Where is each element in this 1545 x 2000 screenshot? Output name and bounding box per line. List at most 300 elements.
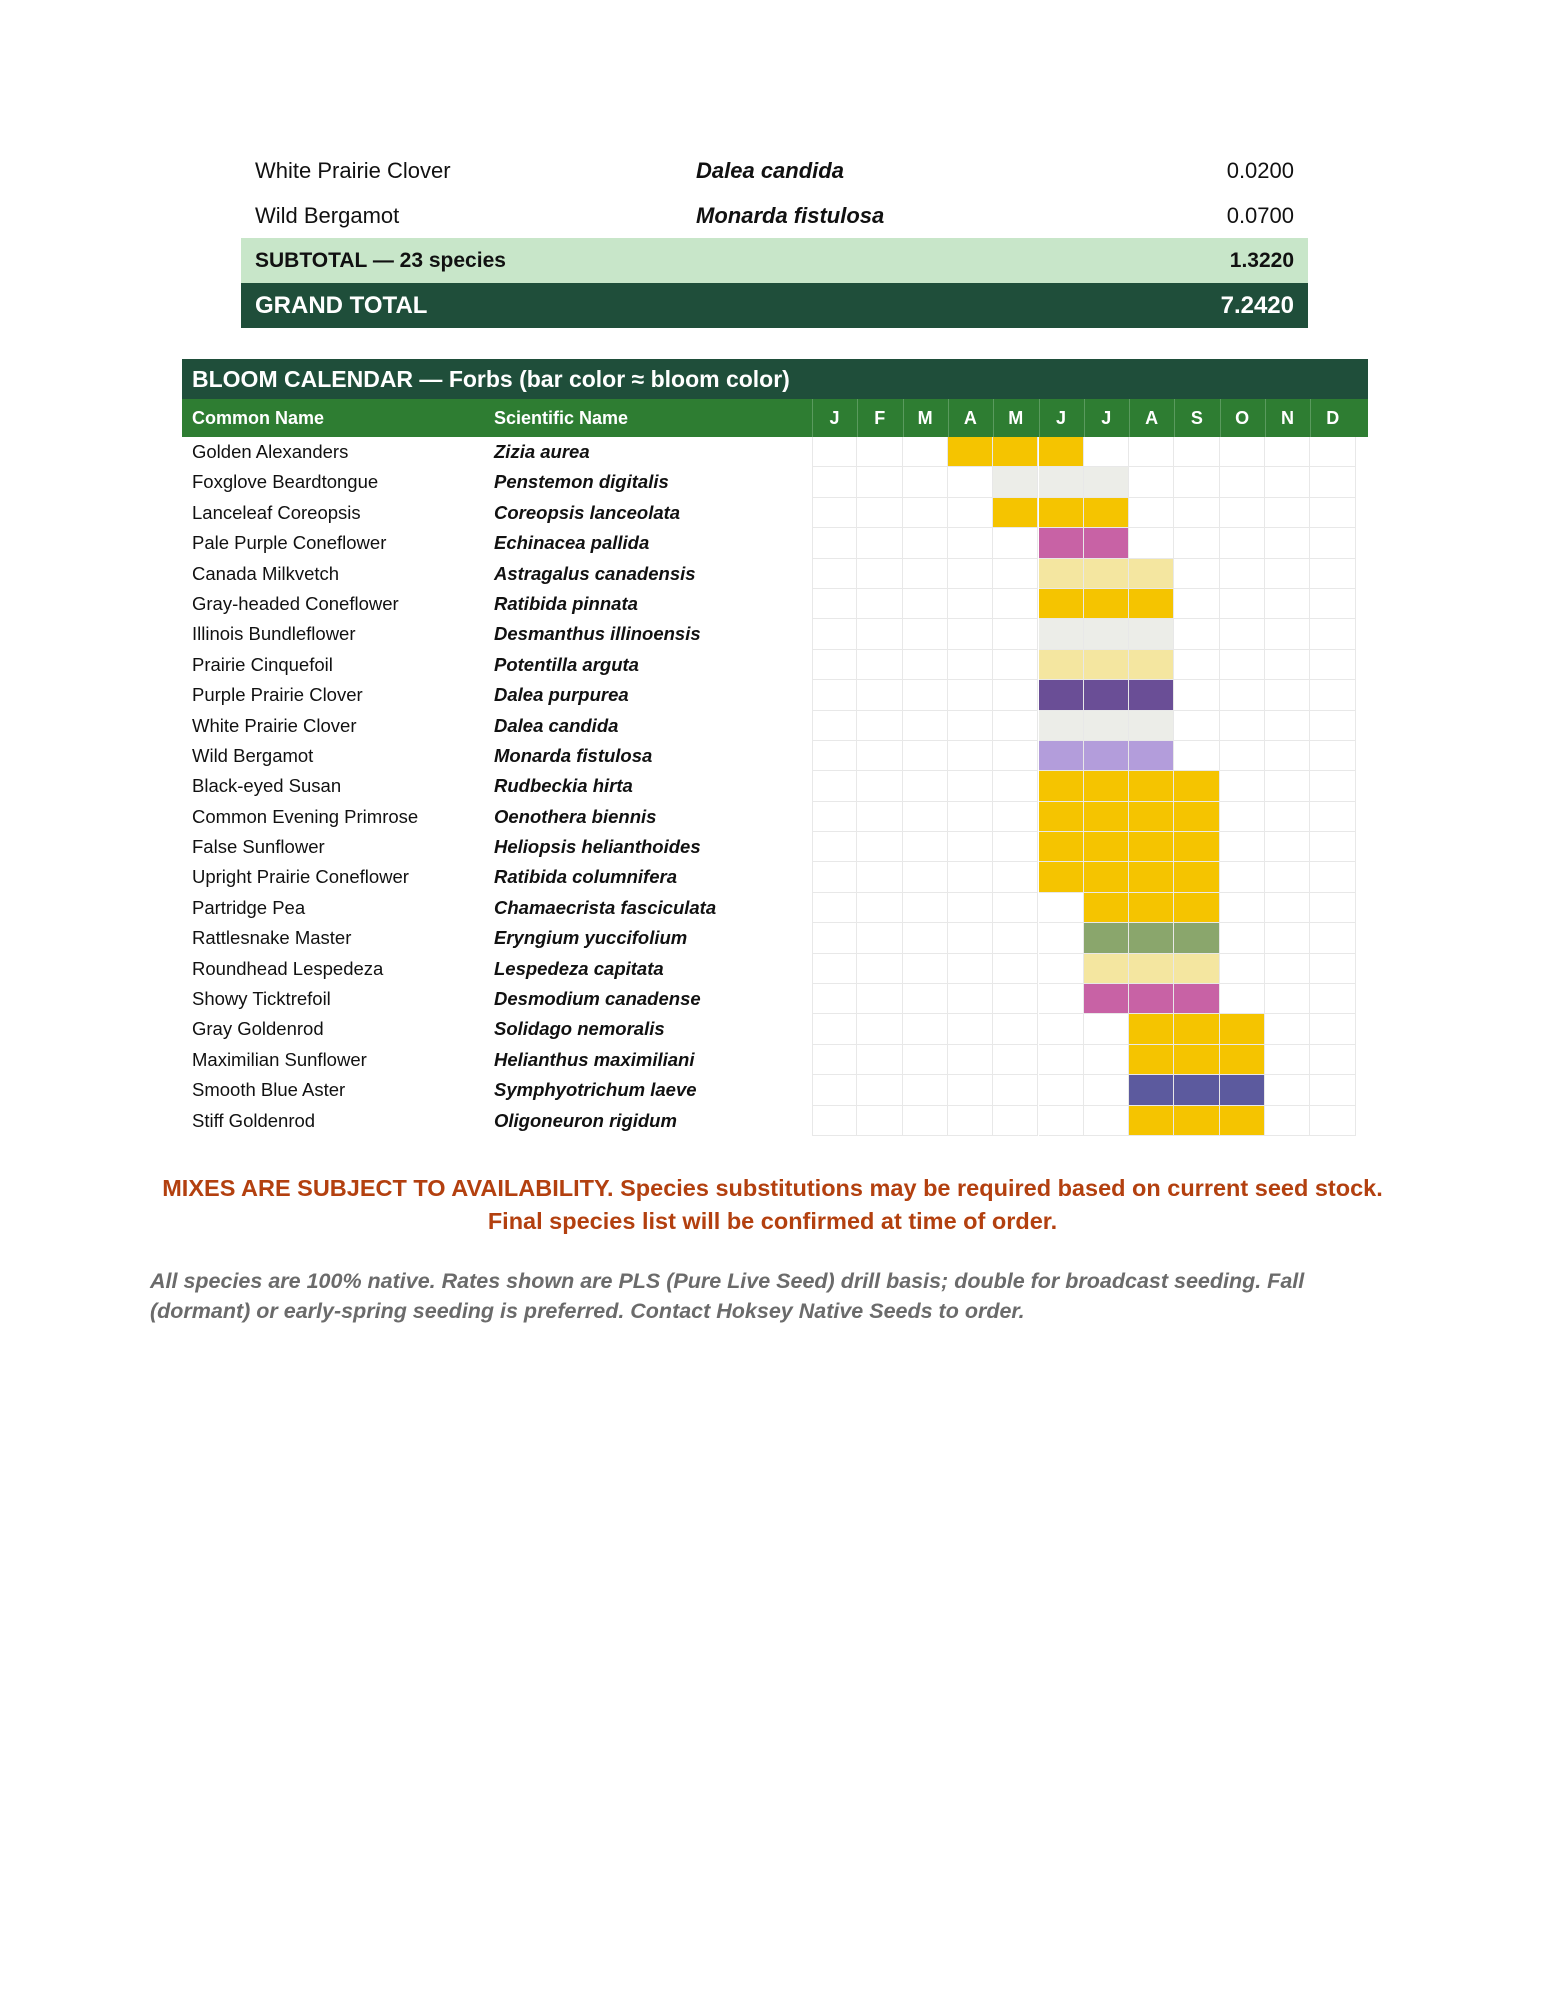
bloom-bar-cell <box>1084 862 1129 892</box>
month-cell <box>1174 619 1219 649</box>
month-cell <box>993 711 1038 741</box>
bloom-bar-cell <box>1129 893 1174 923</box>
scientific-name: Symphyotrichum laeve <box>494 1079 697 1101</box>
bloom-bar-cell <box>1129 650 1174 680</box>
month-cell <box>1220 771 1265 801</box>
scientific-name: Lespedeza capitata <box>494 957 664 979</box>
month-cell <box>1310 1106 1355 1136</box>
bloom-bar-cell <box>1129 589 1174 619</box>
scientific-name: Oligoneuron rigidum <box>494 1109 677 1131</box>
bloom-bar-cell <box>1039 437 1084 467</box>
month-cell <box>903 437 948 467</box>
scientific-name: Zizia aurea <box>494 441 590 462</box>
month-cell <box>812 711 857 741</box>
month-cell <box>812 984 857 1014</box>
bloom-bar-cell <box>993 437 1038 467</box>
month-header: J <box>1101 408 1112 428</box>
scientific-name: Oenothera biennis <box>494 805 657 827</box>
month-header: N <box>1281 408 1294 428</box>
month-cell <box>857 832 902 862</box>
bloom-bar-cell <box>1129 619 1174 649</box>
month-cell <box>1310 559 1355 589</box>
bloom-bar-cell <box>1084 589 1129 619</box>
bloom-bar-cell <box>1084 498 1129 528</box>
month-cell <box>1265 1075 1310 1105</box>
month-cell <box>1220 954 1265 984</box>
grand-total-row <box>241 283 1308 328</box>
bloom-row <box>182 1014 1368 1044</box>
month-cell <box>1220 862 1265 892</box>
availability-notice: MIXES ARE SUBJECT TO AVAILABILITY. Species substitutions may be required based on current seed stock. Final species list will be confirmed at time of order. <box>162 1175 1383 1234</box>
month-cell <box>1310 589 1355 619</box>
scientific-name: Rudbeckia hirta <box>494 775 633 797</box>
month-cell <box>857 954 902 984</box>
bloom-calendar-rows <box>182 437 1368 1136</box>
month-cell <box>857 741 902 771</box>
month-cell <box>812 954 857 984</box>
common-name: Gray-headed Coneflower <box>192 592 399 614</box>
month-cell <box>812 832 857 862</box>
subtotal-row <box>241 238 1308 283</box>
month-cell <box>948 771 993 801</box>
month-cell <box>903 559 948 589</box>
bloom-bar-cell <box>1084 650 1129 680</box>
bloom-bar-cell <box>1039 589 1084 619</box>
month-cell <box>1265 650 1310 680</box>
bloom-bar-cell <box>1174 893 1219 923</box>
month-cell <box>812 802 857 832</box>
month-cell <box>812 437 857 467</box>
month-cell <box>1265 467 1310 497</box>
bloom-bar-cell <box>1129 771 1174 801</box>
scientific-name: Desmanthus illinoensis <box>494 623 701 645</box>
column-header-common-name: Common Name <box>192 408 325 428</box>
scientific-name: Ratibida pinnata <box>494 592 638 614</box>
month-cell <box>903 893 948 923</box>
month-cell <box>1310 832 1355 862</box>
month-cell <box>1220 498 1265 528</box>
common-name: White Prairie Clover <box>255 158 451 183</box>
month-cell <box>993 832 1038 862</box>
bloom-bar-cell <box>1039 528 1084 558</box>
bloom-bar-cell <box>1174 862 1219 892</box>
month-cell <box>948 619 993 649</box>
month-cell <box>1174 498 1219 528</box>
month-cell <box>948 559 993 589</box>
month-cell <box>903 1045 948 1075</box>
common-name: Smooth Blue Aster <box>192 1079 346 1101</box>
bloom-row <box>182 650 1368 680</box>
month-cell <box>1220 711 1265 741</box>
month-cell <box>1129 467 1174 497</box>
common-name: Canada Milkvetch <box>192 562 340 584</box>
month-cell <box>1265 741 1310 771</box>
month-cell <box>993 680 1038 710</box>
month-cell <box>812 771 857 801</box>
month-cell <box>1265 862 1310 892</box>
month-cell <box>903 1106 948 1136</box>
month-cell <box>1310 528 1355 558</box>
common-name: Gray Goldenrod <box>192 1018 324 1040</box>
bloom-bar-cell <box>1220 1106 1265 1136</box>
month-cell <box>903 832 948 862</box>
month-cell <box>1265 832 1310 862</box>
month-cell <box>1039 923 1084 953</box>
month-cell <box>993 1045 1038 1075</box>
month-cell <box>857 923 902 953</box>
bloom-bar-cell <box>1084 619 1129 649</box>
subtotal-label: SUBTOTAL — 23 species <box>255 249 506 272</box>
table-row <box>241 193 1308 238</box>
month-cell <box>1129 528 1174 558</box>
bloom-bar-cell <box>1129 862 1174 892</box>
month-cell <box>857 711 902 741</box>
common-name: Common Evening Primrose <box>192 805 419 827</box>
scientific-name: Potentilla arguta <box>494 653 639 675</box>
month-cell <box>1310 1014 1355 1044</box>
month-cell <box>1220 437 1265 467</box>
month-cell <box>1310 802 1355 832</box>
month-cell <box>1220 741 1265 771</box>
bloom-row <box>182 1075 1368 1105</box>
bloom-bar-cell <box>1084 802 1129 832</box>
month-cell <box>1265 893 1310 923</box>
bloom-bar-cell <box>1220 1075 1265 1105</box>
bloom-bar-cell <box>1039 711 1084 741</box>
scientific-name: Penstemon digitalis <box>494 471 669 493</box>
bloom-bar-cell <box>1084 680 1129 710</box>
month-cell <box>857 528 902 558</box>
common-name: Wild Bergamot <box>255 203 400 228</box>
bloom-bar-cell <box>1129 984 1174 1014</box>
month-header: A <box>963 408 977 428</box>
scientific-name: Monarda fistulosa <box>696 203 885 228</box>
common-name: Foxglove Beardtongue <box>192 471 379 493</box>
month-cell <box>812 1014 857 1044</box>
month-cell <box>1310 771 1355 801</box>
bloom-calendar-title: BLOOM CALENDAR — Forbs (bar color ≈ bloom color) <box>182 359 1368 399</box>
month-cell <box>948 832 993 862</box>
bloom-bar-cell <box>1129 1106 1174 1136</box>
month-cell <box>1310 437 1355 467</box>
bloom-bar-cell <box>1174 1075 1219 1105</box>
bloom-bar-cell <box>1039 802 1084 832</box>
month-cell <box>903 1014 948 1044</box>
month-cell <box>812 559 857 589</box>
month-cell <box>1220 467 1265 497</box>
bloom-calendar-header <box>182 399 1368 437</box>
bloom-row <box>182 984 1368 1014</box>
month-cell <box>903 619 948 649</box>
month-cell <box>857 1014 902 1044</box>
month-cell <box>948 650 993 680</box>
bloom-bar-cell <box>1039 771 1084 801</box>
bloom-bar-cell <box>1220 1014 1265 1044</box>
scientific-name: Echinacea pallida <box>494 532 650 554</box>
month-cell <box>903 589 948 619</box>
month-cell <box>948 923 993 953</box>
month-cell <box>993 1014 1038 1044</box>
bloom-bar-cell <box>1084 711 1129 741</box>
bloom-bar-cell <box>1174 923 1219 953</box>
month-cell <box>812 680 857 710</box>
bloom-bar-cell <box>1039 650 1084 680</box>
bloom-bar-cell <box>1039 680 1084 710</box>
month-cell <box>1220 832 1265 862</box>
month-cell <box>903 923 948 953</box>
month-cell <box>812 467 857 497</box>
month-cell <box>812 589 857 619</box>
month-cell <box>993 862 1038 892</box>
month-cell <box>993 893 1038 923</box>
bloom-bar-cell <box>1129 741 1174 771</box>
month-cell <box>857 1045 902 1075</box>
month-cell <box>1310 680 1355 710</box>
month-cell <box>1310 862 1355 892</box>
month-cell <box>903 802 948 832</box>
bloom-bar-cell <box>1174 1106 1219 1136</box>
month-cell <box>857 1106 902 1136</box>
common-name: Wild Bergamot <box>192 744 314 766</box>
month-cell <box>1084 1014 1129 1044</box>
month-cell <box>993 619 1038 649</box>
month-cell <box>1310 893 1355 923</box>
common-name: Lanceleaf Coreopsis <box>192 501 361 523</box>
scientific-name: Heliopsis helianthoides <box>494 836 701 858</box>
month-cell <box>1174 589 1219 619</box>
month-cell <box>948 954 993 984</box>
month-cell <box>1265 589 1310 619</box>
month-header: J <box>1055 408 1066 428</box>
month-cell <box>1310 1045 1355 1075</box>
month-cell <box>948 1106 993 1136</box>
month-cell <box>812 498 857 528</box>
seeding-footnote: All species are 100% native. Rates shown are PLS (Pure Live Seed) drill basis; double for broadcast seeding. Fall (dormant) or early-spring seeding is preferred. Contact Hoksey Native Seeds to order. <box>150 1269 1305 1323</box>
bloom-bar-cell <box>1039 832 1084 862</box>
month-cell <box>1265 559 1310 589</box>
month-cell <box>812 650 857 680</box>
common-name: Black-eyed Susan <box>192 775 342 797</box>
month-cell <box>948 498 993 528</box>
bloom-bar-cell <box>1039 498 1084 528</box>
month-cell <box>993 923 1038 953</box>
month-cell <box>857 984 902 1014</box>
month-cell <box>903 528 948 558</box>
month-cell <box>993 589 1038 619</box>
bloom-row <box>182 528 1368 558</box>
scientific-name: Dalea candida <box>494 714 619 736</box>
month-cell <box>812 923 857 953</box>
scientific-name: Astragalus canadensis <box>494 562 696 584</box>
month-cell <box>903 862 948 892</box>
month-cell <box>1039 1014 1084 1044</box>
bloom-row <box>182 893 1368 923</box>
bloom-bar-cell <box>1174 1014 1219 1044</box>
bloom-bar-cell <box>1039 559 1084 589</box>
month-cell <box>1310 619 1355 649</box>
month-header: S <box>1190 408 1203 428</box>
month-cell <box>1265 498 1310 528</box>
month-cell <box>1174 437 1219 467</box>
month-cell <box>1174 559 1219 589</box>
month-cell <box>1265 528 1310 558</box>
month-cell <box>903 954 948 984</box>
bloom-bar-cell <box>1084 984 1129 1014</box>
common-name: Rattlesnake Master <box>192 927 352 949</box>
bloom-row <box>182 437 1368 467</box>
month-cell <box>948 893 993 923</box>
month-cell <box>948 711 993 741</box>
common-name: Purple Prairie Clover <box>192 684 363 706</box>
bloom-bar-cell <box>1129 832 1174 862</box>
month-cell <box>1265 923 1310 953</box>
month-cell <box>903 771 948 801</box>
month-cell <box>948 862 993 892</box>
month-cell <box>812 528 857 558</box>
month-cell <box>1220 893 1265 923</box>
month-cell <box>857 619 902 649</box>
scientific-name: Dalea purpurea <box>494 684 629 706</box>
bloom-row <box>182 498 1368 528</box>
month-cell <box>812 893 857 923</box>
month-cell <box>903 711 948 741</box>
bloom-row <box>182 802 1368 832</box>
common-name: White Prairie Clover <box>192 714 357 736</box>
month-header: D <box>1326 408 1340 428</box>
column-header-scientific-name: Scientific Name <box>494 408 629 428</box>
month-cell <box>1084 437 1129 467</box>
bloom-bar-cell <box>1039 741 1084 771</box>
month-cell <box>812 862 857 892</box>
month-cell <box>948 1075 993 1105</box>
month-cell <box>993 650 1038 680</box>
month-cell <box>812 1106 857 1136</box>
scientific-name: Coreopsis lanceolata <box>494 501 681 523</box>
common-name: Showy Ticktrefoil <box>192 988 331 1010</box>
seeding-rate: 0.0700 <box>1226 203 1294 228</box>
bloom-bar-cell <box>1084 923 1129 953</box>
month-cell <box>1265 771 1310 801</box>
bloom-bar-cell <box>1129 923 1174 953</box>
bloom-bar-cell <box>1174 954 1219 984</box>
month-cell <box>857 650 902 680</box>
scientific-name: Helianthus maximiliani <box>494 1048 695 1070</box>
month-cell <box>1310 650 1355 680</box>
bloom-bar-cell <box>1084 771 1129 801</box>
month-header: A <box>1145 408 1159 428</box>
month-cell <box>1174 528 1219 558</box>
month-cell <box>857 559 902 589</box>
common-name: Pale Purple Coneflower <box>192 532 387 554</box>
bloom-row <box>182 862 1368 892</box>
month-cell <box>993 771 1038 801</box>
month-cell <box>993 741 1038 771</box>
common-name: Roundhead Lespedeza <box>192 957 384 979</box>
month-cell <box>1265 802 1310 832</box>
month-cell <box>857 862 902 892</box>
month-cell <box>857 498 902 528</box>
month-cell <box>812 1075 857 1105</box>
scientific-name: Desmodium canadense <box>494 988 701 1010</box>
month-cell <box>857 467 902 497</box>
month-cell <box>903 984 948 1014</box>
bloom-bar-cell <box>1129 711 1174 741</box>
bloom-row <box>182 741 1368 771</box>
month-cell <box>948 802 993 832</box>
bloom-row <box>182 559 1368 589</box>
month-cell <box>1310 498 1355 528</box>
month-cell <box>1220 650 1265 680</box>
bloom-row <box>182 711 1368 741</box>
month-cell <box>1129 437 1174 467</box>
bloom-bar-cell <box>1084 832 1129 862</box>
month-cell <box>1084 1045 1129 1075</box>
month-cell <box>993 984 1038 1014</box>
common-name: False Sunflower <box>192 836 325 858</box>
bloom-bar-cell <box>993 467 1038 497</box>
month-cell <box>1310 1075 1355 1105</box>
month-cell <box>903 741 948 771</box>
bloom-row <box>182 832 1368 862</box>
scientific-name: Chamaecrista fasciculata <box>494 896 717 918</box>
common-name: Partridge Pea <box>192 896 306 918</box>
month-cell <box>1265 1014 1310 1044</box>
month-cell <box>1220 528 1265 558</box>
month-cell <box>1220 589 1265 619</box>
month-cell <box>1174 741 1219 771</box>
month-cell <box>1039 984 1084 1014</box>
month-cell <box>993 954 1038 984</box>
bloom-bar-cell <box>993 498 1038 528</box>
bloom-bar-cell <box>1174 984 1219 1014</box>
month-cell <box>1265 954 1310 984</box>
month-cell <box>948 528 993 558</box>
month-cell <box>1310 741 1355 771</box>
bloom-bar-cell <box>1039 619 1084 649</box>
month-cell <box>948 1045 993 1075</box>
month-cell <box>1265 437 1310 467</box>
grand-total-value: 7.2420 <box>1220 292 1294 319</box>
month-cell <box>1220 619 1265 649</box>
month-cell <box>1310 984 1355 1014</box>
month-cell <box>948 1014 993 1044</box>
month-cell <box>1039 1075 1084 1105</box>
month-cell <box>1310 467 1355 497</box>
bloom-row <box>182 1106 1368 1136</box>
table-row <box>241 148 1308 193</box>
month-cell <box>857 893 902 923</box>
month-cell <box>1220 923 1265 953</box>
scientific-name: Eryngium yuccifolium <box>494 927 688 949</box>
bloom-row <box>182 619 1368 649</box>
month-cell <box>1039 893 1084 923</box>
month-cell <box>857 589 902 619</box>
scientific-name: Dalea candida <box>696 158 844 183</box>
scientific-name: Ratibida columnifera <box>494 866 677 888</box>
month-cell <box>1174 680 1219 710</box>
month-cell <box>1265 1045 1310 1075</box>
month-header: M <box>1008 408 1024 428</box>
month-cell <box>857 437 902 467</box>
month-cell <box>1310 711 1355 741</box>
common-name: Stiff Goldenrod <box>192 1109 316 1131</box>
month-header: O <box>1235 408 1250 428</box>
month-cell <box>1039 1106 1084 1136</box>
month-cell <box>948 467 993 497</box>
bloom-bar-cell <box>1129 1045 1174 1075</box>
bloom-bar-cell <box>1129 680 1174 710</box>
month-cell <box>1265 680 1310 710</box>
